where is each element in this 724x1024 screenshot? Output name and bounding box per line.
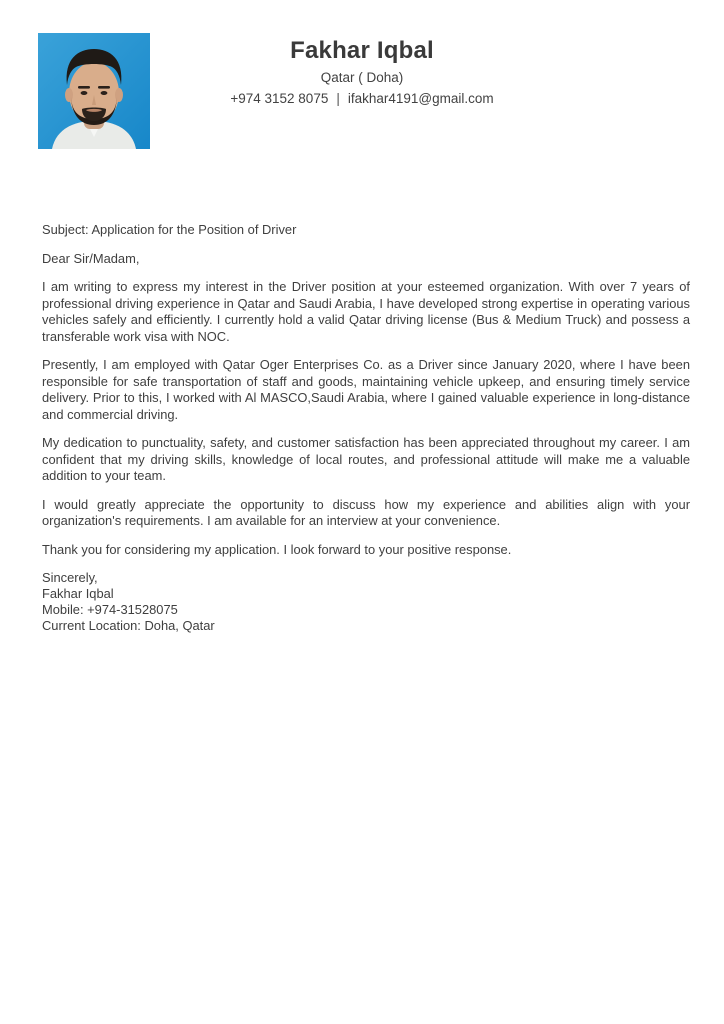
paragraph-experience: Presently, I am employed with Qatar Oger Enterprises Co. as a Driver since January 2020, where I have been responsible for safe transportation of staff and goods, maintaining vehicle upkeep, and ensuring timely service delivery. Prior to this, I worked with Al MASCO,Saudi Arabia, where I gained valuable experience in long-distance and commercial driving. (42, 357, 690, 422)
email-address: ifakhar4191@gmail.com (347, 91, 494, 106)
paragraph-thanks: Thank you for considering my application. I look forward to your positive response. (42, 541, 512, 557)
signature-mobile: Mobile: +974-31528075 (42, 602, 178, 617)
subject-line: Subject: Application for the Position of Driver (42, 222, 297, 237)
profile-photo (38, 33, 150, 149)
paragraph-request: I would greatly appreciate the opportunity to discuss how my experience and abilities align with your organization's requirements. I am available for an interview at your convenience. (42, 496, 690, 528)
letter-body (0, 222, 724, 634)
paragraph-strengths: My dedication to punctuality, safety, and customer satisfaction has been appreciated throughout my career. I am confident that my driving skills, knowledge of local routes, and professional attitude will make me a valuable addition to your team. (42, 435, 690, 483)
contact-separator: | (336, 91, 340, 106)
applicant-name: Fakhar Iqbal (290, 37, 434, 64)
paragraph-intro: I am writing to express my interest in the Driver position at your esteemed organization. With over 7 years of professional driving experience in Qatar and Saudi Arabia, I have developed strong expertise in operating various vehicles safely and efficiently. I currently hold a valid Qatar driving license (Bus & Medium Truck) and possess a transferable work visa with NOC. (42, 279, 690, 344)
signature-location: Current Location: Doha, Qatar (42, 618, 215, 633)
phone-number: +974 3152 8075 (230, 91, 329, 106)
closing: Sincerely, (42, 570, 98, 585)
signature-name: Fakhar Iqbal (42, 586, 114, 601)
applicant-location: Qatar ( Doha) (320, 70, 404, 85)
profile-photo-image (38, 33, 150, 149)
letter-header (0, 0, 724, 186)
salutation: Dear Sir/Madam, (42, 250, 140, 266)
signature-block (42, 570, 690, 634)
